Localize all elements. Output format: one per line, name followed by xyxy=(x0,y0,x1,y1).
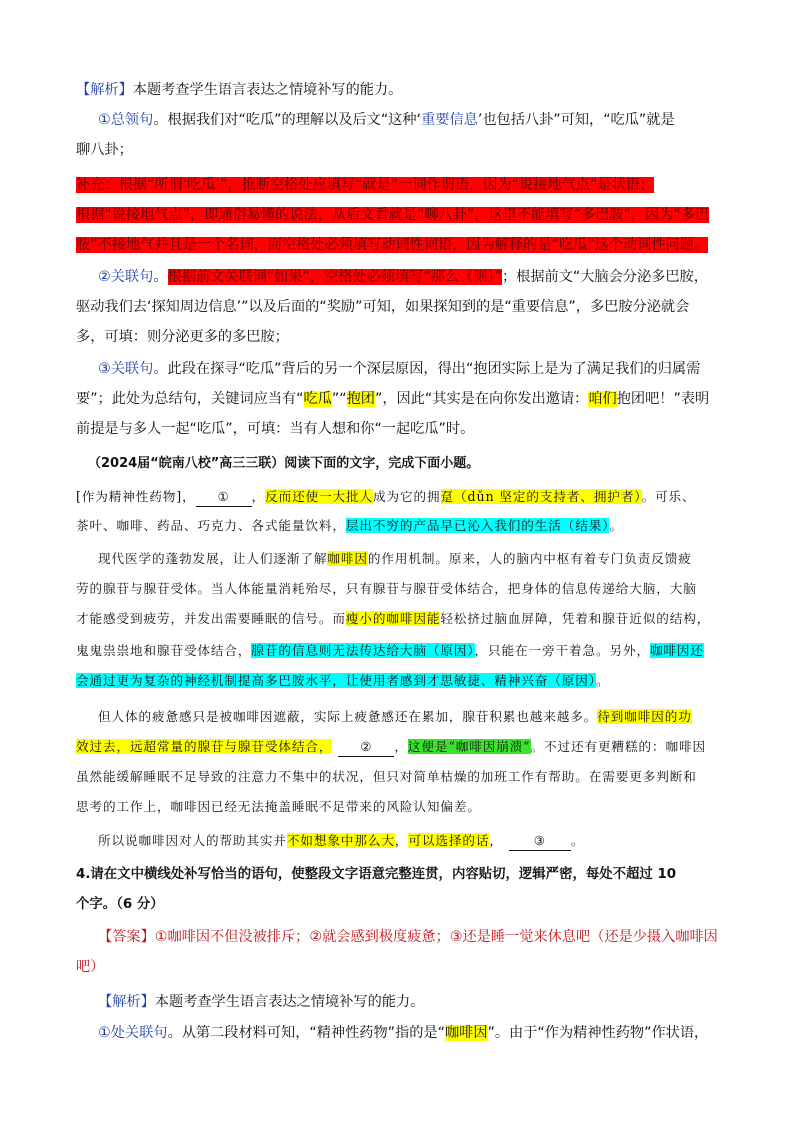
analysis-point-3: ③关联句。此段在探寻“吃瓜”背后的另一个深层原因，得出“抱团实际上是为了满足我们的归属需 xyxy=(98,361,701,377)
supplement-line-1: 补充：根据“所谓‘吃瓜’”，推断空格处应填写“就是”一词作谓语，因为“说接地气点”是状语； xyxy=(76,177,655,193)
passage-line-2: 茶叶、咖啡、药品、巧克力、各式能量饮料，层出不穷的产品早已沁入我们的生活（结果）。 xyxy=(76,518,623,533)
passage-line-6: 鬼鬼祟祟地和腺苷受体结合，腺苷的信息则无法传达给大脑（原因），只能在一旁干着急。另外，咖啡因还 xyxy=(76,643,704,658)
passage-line-8: 但人体的疲惫感只是被咖啡因遮蔽，实际上疲惫感还在累加，腺苷积累也越来越多。待到咖啡因的功 xyxy=(98,709,692,724)
answer-line-1: 【答案】①咖啡因不但没被排斥；②就会感到极度疲惫；③还是睡一觉来休息吧（还是少摄入咖啡因 xyxy=(98,929,718,945)
passage-line-4: 劳的腺苷与腺苷受体。当人体能量消耗殆尽，只有腺苷与腺苷受体结合，把身体的信息传递给大脑，大脑 xyxy=(76,581,697,596)
passage-line-5: 才能感受到疲劳，并发出需要睡眠的信号。而瘦小的咖啡因能轻松挤过脑血屏障，凭着和腺苷近似的结构， xyxy=(76,611,711,626)
analysis-point-2-cont: 驱动我们去‘探知周边信息’”以及后面的“奖励”可知，如果探知到的是“重要信息”，多巴胺分泌就会 xyxy=(76,299,690,315)
analysis-point-3-cont: 要”；此处为总结句，关键词应当有“吃瓜”“抱团”，因此“其实是在向你发出邀请：咱们抱团吧！”表明 xyxy=(76,391,710,407)
analysis-point-2: ②关联句。根据前文关联词“如果”，空格处必须填写“那么（则）”；根据前文“大脑会分泌多巴胺， xyxy=(98,269,708,285)
passage-line-7: 会通过更为复杂的神经机制提高多巴胺水平，让使用者感到才思敏捷、精神兴奋（原因）。 xyxy=(76,673,610,688)
analysis-point-3-cont2: 前提是与多人一起“吃瓜”，可填：当有人想和你“一起吃瓜”时。 xyxy=(76,421,475,437)
passage-line-3: 现代医学的蓬勃发展，让人们逐渐了解咖啡因的作用机制。原来，人的脑内中枢有着专门负责反馈疲 xyxy=(98,551,692,566)
analysis-point-2-cont2: 多，可填：则分泌更多的多巴胺； xyxy=(76,329,289,345)
passage-line-9: 效过去，远超常量的腺苷与腺苷受体结合， ② ，这便是“咖啡因崩溃”。不过还有更糟糕的：咖啡因 xyxy=(76,738,706,757)
passage-line-1: [作为精神性药物]， ① ，反而还使一大批人成为它的拥趸（dǔn 坚定的支持者、拥护者）。可乐、 xyxy=(76,488,696,507)
supplement-line-3: 胺”不接地气并且是一个名词，而空格处必须填写动词性词语，因为解释的是“吃瓜”这个动词性问题。 xyxy=(76,237,709,253)
passage-line-11: 思考的工作上，咖啡因已经无法掩盖睡眠不足带来的风险认知偏差。 xyxy=(76,799,481,814)
analysis-point-1-cont: 聊八卦； xyxy=(76,142,133,158)
answer-label: 【答案】 xyxy=(98,929,155,945)
question-header: （2024届“皖南八校”高三三联）阅读下面的文字，完成下面小题。 xyxy=(88,456,480,471)
blank-2[interactable]: ② xyxy=(338,738,394,757)
analysis-2-label: 【解析】 xyxy=(98,994,155,1010)
passage-line-12: 所以说咖啡因对人的帮助其实并不如想象中那么大，可以选择的话， ③ 。 xyxy=(98,832,584,851)
blank-3[interactable]: ③ xyxy=(509,832,571,851)
passage-line-10: 虽然能缓解睡眠不足导致的注意力不集中的状况，但只对简单枯燥的加班工作有帮助。在需要更多判断和 xyxy=(76,769,697,784)
analysis-point-1: ①总领句。根据我们对“吃瓜”的理解以及后文“这种‘重要信息’也包括八卦”可知，“吃瓜”就是 xyxy=(98,112,675,128)
analysis-2-heading: 【解析】本题考查学生语言表达之情境补写的能力。 xyxy=(98,994,425,1010)
question-4-cont: 个字。（6 分） xyxy=(76,897,164,912)
supplement-line-2: 根据“说接地气点”，即通俗易懂的说法，从后文看就是“聊八卦”，这里不能填写“多巴胺”，因为“多巴 xyxy=(76,207,710,223)
analysis-2-point-1: ①处关联句。从第二段材料可知，“精神性药物”指的是“咖啡因”。由于“作为精神性药物”作状语， xyxy=(98,1025,709,1041)
analysis-label: 【解析】 xyxy=(76,82,133,98)
answer-line-2: 吧） xyxy=(76,959,105,975)
blank-1[interactable]: ① xyxy=(196,488,252,507)
analysis-heading: 【解析】本题考查学生语言表达之情境补写的能力。 xyxy=(76,82,403,98)
question-4: 4.请在文中横线处补写恰当的语句，使整段文字语意完整连贯，内容贴切，逻辑严密，每处不超过 10 xyxy=(76,867,677,882)
